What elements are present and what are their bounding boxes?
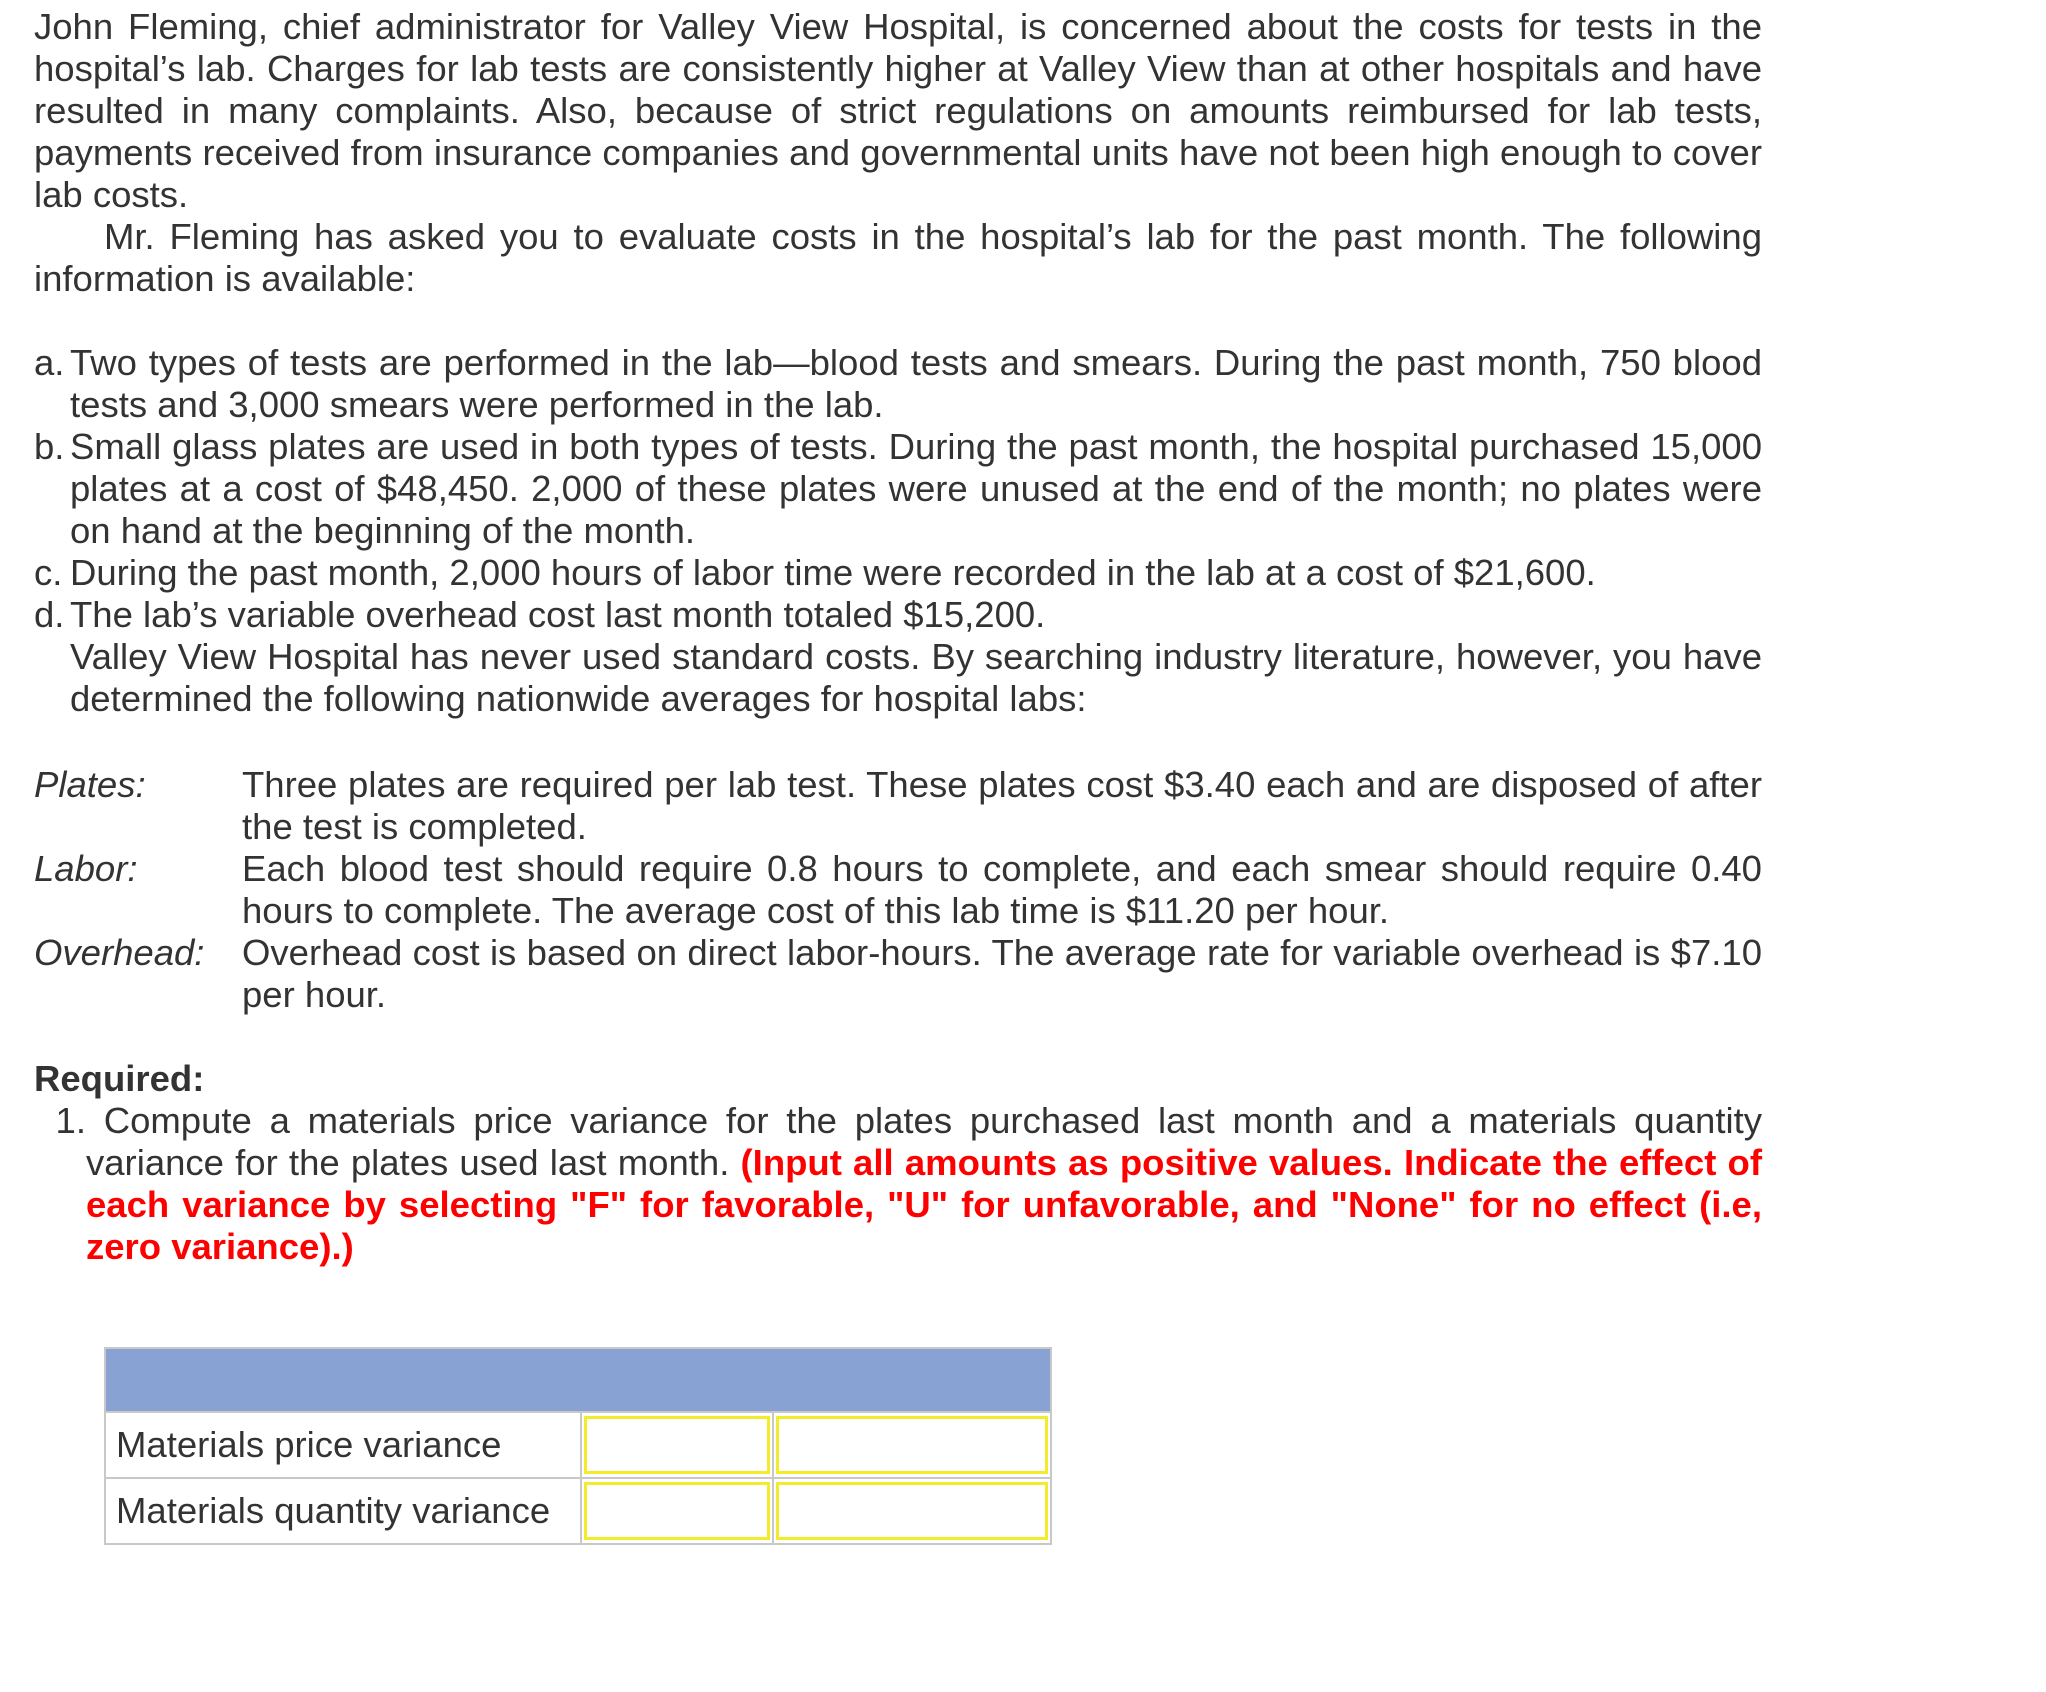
standard-text: Three plates are required per lab test. These plates cost $3.40 each and are disposed of after the test is completed. xyxy=(242,764,1762,847)
amount-cell xyxy=(581,1412,773,1478)
list-marker: b. xyxy=(34,426,65,467)
amount-cell xyxy=(581,1478,773,1544)
problem-content xyxy=(34,6,1762,1268)
effect-cell xyxy=(773,1412,1051,1478)
list-marker: d. xyxy=(34,594,65,635)
table-header-row xyxy=(105,1348,1051,1412)
required-text-wrapper xyxy=(86,1100,1762,1268)
given-information-list xyxy=(34,342,1762,720)
variance-answer-table xyxy=(104,1347,1052,1545)
required-item xyxy=(34,1100,1762,1268)
effect-cell xyxy=(773,1478,1051,1544)
standards-intro-note: Valley View Hospital has never used standard costs. By searching industry literature, however, you have determined the following nationwide averages for hospital labs: xyxy=(70,636,1762,719)
standard-label: Overhead: xyxy=(34,932,205,973)
required-instruction: (Input all amounts as positive values. Indicate the effect of each variance by selecting "F" for favorable, "U" for unfavorable, and "None" for no effect (i.e, zero variance).) xyxy=(86,1142,1762,1267)
standard-label: Labor: xyxy=(34,848,138,889)
standard-label: Plates: xyxy=(34,764,146,805)
standards-list xyxy=(34,764,1762,1016)
quantity-variance-amount-input[interactable] xyxy=(584,1482,770,1540)
table-row xyxy=(105,1478,1051,1544)
standard-row-labor xyxy=(34,848,1762,932)
list-item-text: The lab’s variable overhead cost last month totaled $15,200. xyxy=(70,594,1046,635)
list-item xyxy=(34,552,1762,594)
list-marker: c. xyxy=(34,552,63,593)
row-label: Materials price variance xyxy=(105,1412,581,1478)
quantity-variance-effect-select[interactable] xyxy=(776,1482,1048,1540)
table-header-cell xyxy=(105,1348,1051,1412)
list-item-text: During the past month, 2,000 hours of labor time were recorded in the lab at a cost of $21,600. xyxy=(70,552,1596,593)
list-item-text: Two types of tests are performed in the lab—blood tests and smears. During the past month, 750 blood tests and 3,000 smears were performed in the lab. xyxy=(70,342,1762,425)
table-row xyxy=(105,1412,1051,1478)
required-marker: 1. xyxy=(55,1100,86,1141)
list-item xyxy=(34,426,1762,552)
list-marker: a. xyxy=(34,342,65,383)
standard-text: Each blood test should require 0.8 hours to complete, and each smear should require 0.40 hours to complete. The average cost of this lab time is $11.20 per hour. xyxy=(242,848,1762,931)
required-heading: Required: xyxy=(34,1058,205,1099)
list-item-text: Small glass plates are used in both types of tests. During the past month, the hospital purchased 15,000 plates at a cost of $48,450. 2,000 of these plates were unused at the end of the month; no plates were on hand at the beginning of the month. xyxy=(70,426,1762,551)
standard-row-overhead xyxy=(34,932,1762,1016)
row-label: Materials quantity variance xyxy=(105,1478,581,1544)
standard-row-plates xyxy=(34,764,1762,848)
required-text: Compute a materials price variance for the plates purchased last month and a materials quantity variance for the plates used last month. xyxy=(86,1100,1762,1183)
price-variance-effect-select[interactable] xyxy=(776,1416,1048,1474)
standard-text: Overhead cost is based on direct labor-hours. The average rate for variable overhead is $7.10 per hour. xyxy=(242,932,1762,1015)
list-item xyxy=(34,594,1762,636)
list-item xyxy=(34,342,1762,426)
intro-paragraph: John Fleming, chief administrator for Valley View Hospital, is concerned about the costs for tests in the hospital’s lab. Charges for lab tests are consistently higher at Valley View than at other hospitals and have resulted in many complaints. Also, because of strict regulations on amounts reimbursed for lab tests, payments received from insurance companies and governmental units have not been high enough to cover lab costs. xyxy=(34,6,1762,215)
price-variance-amount-input[interactable] xyxy=(584,1416,770,1474)
intro-paragraph-2: Mr. Fleming has asked you to evaluate costs in the hospital’s lab for the past month. The following information is available: xyxy=(34,216,1762,299)
